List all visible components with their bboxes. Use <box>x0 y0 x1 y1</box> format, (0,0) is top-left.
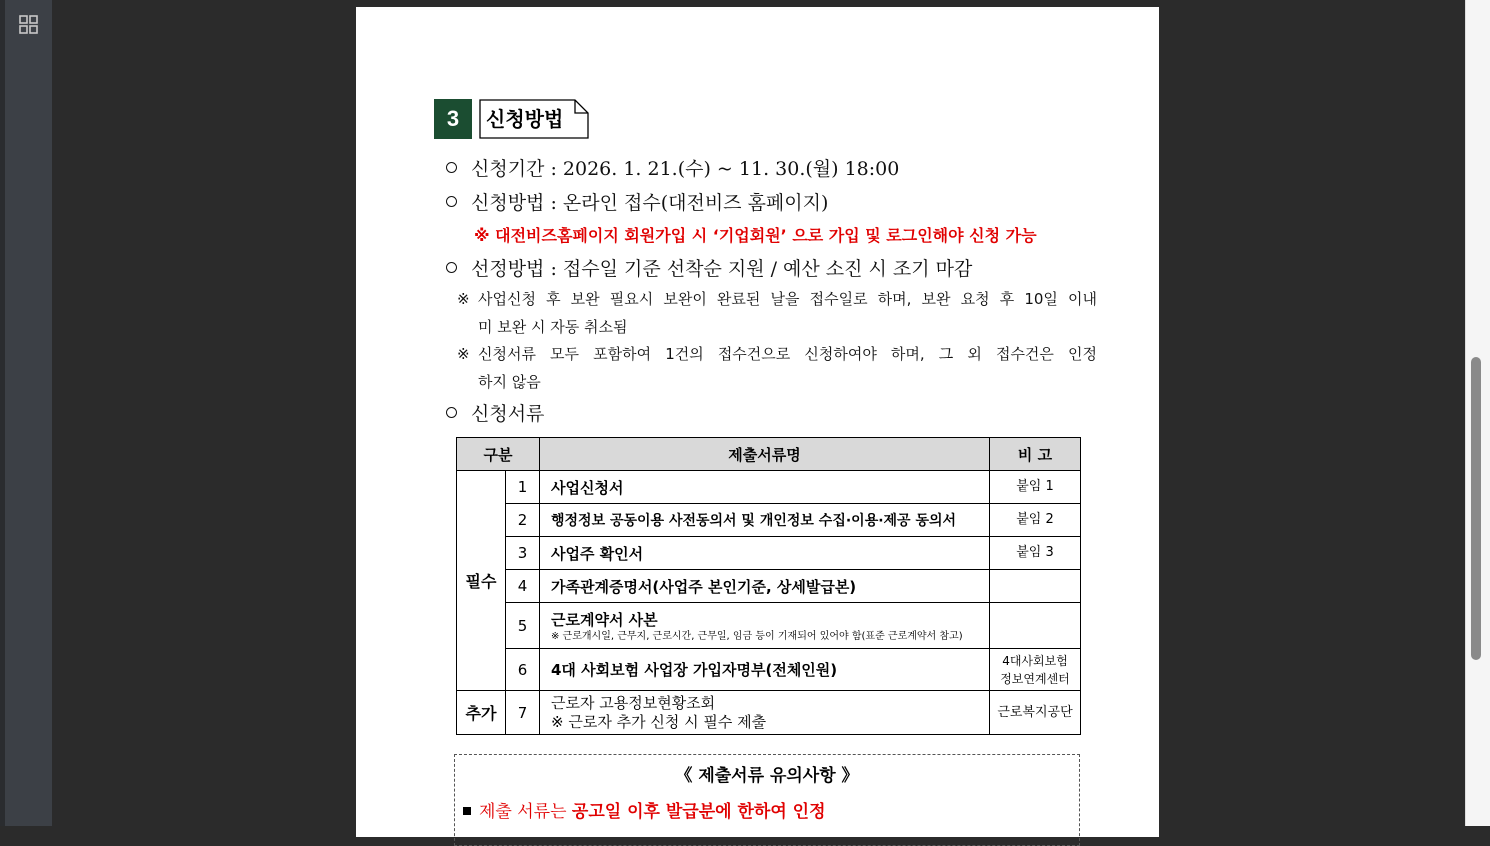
row-number: 1 <box>506 471 540 504</box>
notice-title: 《 제출서류 유의사항 》 <box>675 766 859 786</box>
row-subnote: ※ 근로자 추가 신청 시 필수 제출 <box>551 712 767 731</box>
table-row <box>457 603 1081 649</box>
method-note-red: ※ 대전비즈홈페이지 회원가입 시 ‘기업회원’ 으로 가입 및 로그인해야 신청 가능 <box>474 226 1037 245</box>
row-remark: 붙임 2 <box>990 504 1081 537</box>
bullet-method-text: 신청방법 : 온라인 접수(대전비즈 홈페이지) <box>471 192 829 214</box>
header-name: 제출서류명 <box>540 438 990 471</box>
row-subnote: ※ 근로개시일, 근무지, 근로시간, 근무일, 임금 등이 기재되어 있어야 함(표준 근로계약서 참고) <box>551 630 963 642</box>
sidebar-rail <box>0 0 52 826</box>
row-name: 근로계약서 사본 <box>551 610 658 629</box>
row-name: 가족관계증명서(사업주 본인기준, 상세발급본) <box>540 570 990 603</box>
section-title: 신청방법 <box>486 107 564 131</box>
row-name: 사업신청서 <box>540 471 990 504</box>
row-name: 근로자 고용정보현황조회 <box>551 693 716 712</box>
note-line: 신청서류 모두 포함하여 1건의 접수건으로 신청하여야 하며, 그 외 접수건은 인정 <box>478 345 1097 363</box>
note-single-submission <box>457 340 1097 396</box>
circle-bullet-icon <box>446 162 457 173</box>
row-remark: 근로복지공단 <box>990 691 1081 735</box>
note-mark: ※ <box>457 290 470 308</box>
square-bullet-icon <box>463 807 471 815</box>
row-number: 2 <box>506 504 540 537</box>
notice-item-prefix: 제출 서류는 <box>479 802 572 822</box>
section-title-box <box>479 99 589 139</box>
bullet-period <box>446 154 899 181</box>
bullet-period-text: 신청기간 : 2026. 1. 21.(수) ~ 11. 30.(월) 18:00 <box>471 158 900 180</box>
row-remark-cell <box>990 649 1081 691</box>
row-remark: 붙임 3 <box>990 537 1081 570</box>
category-required: 필수 <box>457 471 506 691</box>
scrollbar-thumb[interactable] <box>1471 357 1481 660</box>
note-supplement <box>457 285 1097 341</box>
bullet-documents-text: 신청서류 <box>471 403 545 425</box>
table-row <box>457 570 1081 603</box>
table-header-row <box>457 438 1081 471</box>
row-remark <box>990 603 1081 649</box>
row-number: 4 <box>506 570 540 603</box>
note-mark: ※ <box>457 345 470 363</box>
row-number: 5 <box>506 603 540 649</box>
bullet-documents <box>446 399 544 426</box>
note-line: 사업신청 후 보완 필요시 보완이 완료된 날을 접수일로 하며, 보완 요청 후 10일 이내 <box>478 290 1097 308</box>
circle-bullet-icon <box>446 262 457 273</box>
row-number: 3 <box>506 537 540 570</box>
table-row <box>457 691 1081 735</box>
table-row <box>457 504 1081 537</box>
row-number: 6 <box>506 649 540 691</box>
row-remark: 4대사회보험 <box>1002 653 1068 668</box>
notice-item-bold: 공고일 이후 발급분에 한하여 인정 <box>571 802 826 822</box>
bullet-selection <box>446 254 972 281</box>
header-remark: 비 고 <box>990 438 1081 471</box>
row-remark <box>990 570 1081 603</box>
documents-table <box>456 437 1081 735</box>
circle-bullet-icon <box>446 407 457 418</box>
row-number: 7 <box>506 691 540 735</box>
row-name: 4대 사회보험 사업장 가입자명부(전체인원) <box>540 649 990 691</box>
header-category: 구분 <box>457 438 540 471</box>
circle-bullet-icon <box>446 196 457 207</box>
row-remark: 붙임 1 <box>990 471 1081 504</box>
note-line: 하지 않음 <box>478 373 541 391</box>
row-name: 사업주 확인서 <box>540 537 990 570</box>
row-name-cell <box>540 603 990 649</box>
notice-box <box>454 754 1080 846</box>
thumbnails-grid-icon[interactable] <box>18 14 40 36</box>
bullet-selection-text: 선정방법 : 접수일 기준 선착순 지원 / 예산 소진 시 조기 마감 <box>471 258 973 280</box>
vertical-scrollbar[interactable] <box>1465 0 1490 826</box>
bullet-method <box>446 188 828 215</box>
table-row <box>457 537 1081 570</box>
sidebar-edge <box>0 0 5 826</box>
category-additional: 추가 <box>457 691 506 735</box>
row-remark: 정보연계센터 <box>1000 671 1070 686</box>
notice-item <box>463 797 826 822</box>
document-page <box>356 7 1159 837</box>
table-row <box>457 471 1081 504</box>
note-line: 미 보완 시 자동 취소됨 <box>478 318 628 336</box>
row-name-cell <box>540 691 990 735</box>
section-number-badge: 3 <box>434 99 472 139</box>
table-row <box>457 649 1081 691</box>
row-name: 행정정보 공동이용 사전동의서 및 개인정보 수집·이용·제공 동의서 <box>540 504 990 537</box>
